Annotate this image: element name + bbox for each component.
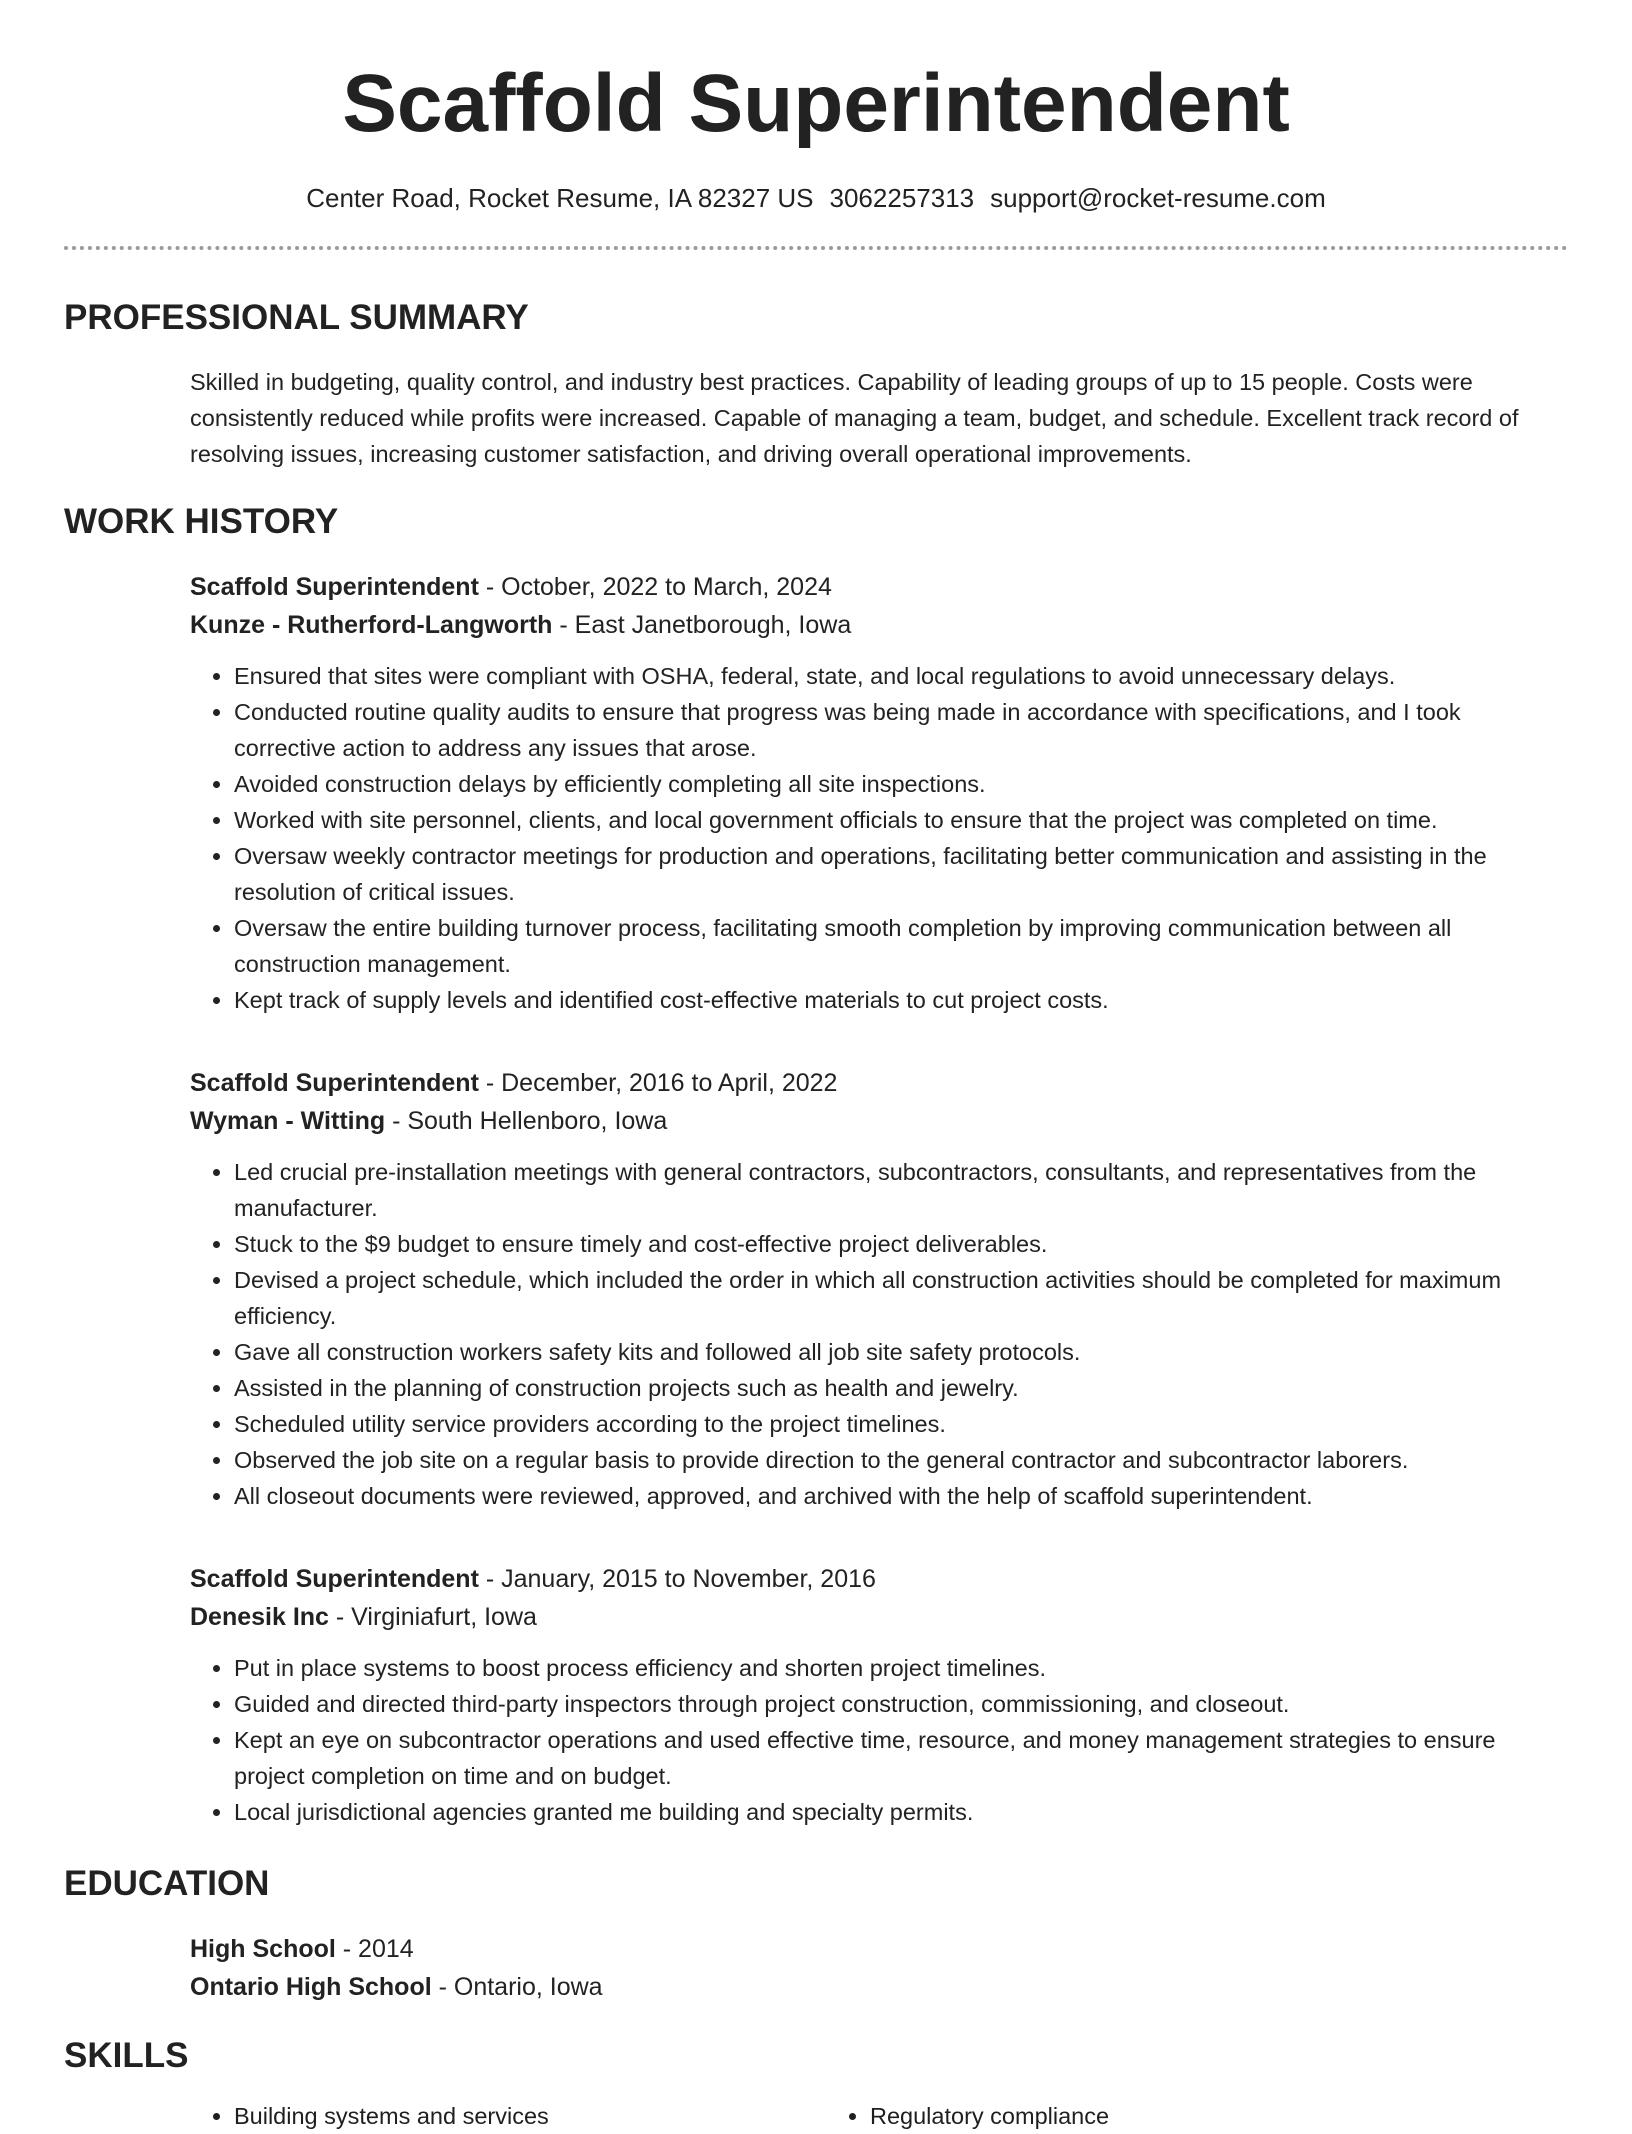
job-dates: - December, 2016 to April, 2022 <box>478 1069 838 1097</box>
job-entry <box>190 1560 1568 1830</box>
header-divider <box>64 246 1568 250</box>
education-degree-line <box>190 1930 1568 1968</box>
job-location: - East Janetborough, Iowa <box>552 611 852 639</box>
job-bullet: • Devised a project schedule, which included the order in which all construction activities should be completed for maximum efficiency. <box>234 1262 1568 1334</box>
job-bullet: • Stuck to the $9 budget to ensure timely and cost-effective project deliverables. <box>234 1226 1568 1262</box>
contact-address: Center Road, Rocket Resume, IA 82327 US <box>306 183 814 213</box>
education-school: Ontario High School <box>190 1973 432 2001</box>
job-location: - Virginiafurt, Iowa <box>328 1603 537 1631</box>
job-bullet: • Kept track of supply levels and identified cost-effective materials to cut project costs. <box>234 982 1568 1018</box>
job-bullet: • All closeout documents were reviewed, approved, and archived with the help of scaffold superintendent. <box>234 1478 1568 1514</box>
contact-phone: 3062257313 <box>829 183 975 213</box>
job-bullet: • Assisted in the planning of construction projects such as health and jewelry. <box>234 1370 1568 1406</box>
job-bullets <box>190 1154 1568 1514</box>
job-bullet: • Local jurisdictional agencies granted me building and specialty permits. <box>234 1794 1568 1830</box>
job-location: - South Hellenboro, Iowa <box>385 1107 668 1135</box>
job-title-line <box>190 1560 1568 1598</box>
contact-email: support@rocket-resume.com <box>990 183 1326 213</box>
education-year: - 2014 <box>335 1935 414 1963</box>
job-company-line <box>190 1102 1568 1140</box>
summary-heading: PROFESSIONAL SUMMARY <box>64 298 529 337</box>
job-bullet: • Put in place systems to boost process efficiency and shorten project timelines. <box>234 1650 1568 1686</box>
job-company: Denesik Inc <box>190 1603 329 1631</box>
job-bullet: • Guided and directed third-party inspectors through project construction, commissioning, and closeout. <box>234 1686 1568 1722</box>
job-company: Wyman - Witting <box>190 1107 386 1135</box>
education-school-line <box>190 1968 1568 2006</box>
job-bullet: • Scheduled utility service providers according to the project timelines. <box>234 1406 1568 1442</box>
job-company: Kunze - Rutherford-Langworth <box>190 611 553 639</box>
job-bullet: • Kept an eye on subcontractor operations and used effective time, resource, and money management strategies to ensure project completion on time and on budget. <box>234 1722 1568 1794</box>
skills-list <box>190 2098 1568 2134</box>
summary-text: Skilled in budgeting, quality control, and industry best practices. Capability of leading groups of up to 15 people. Costs were consistently reduced while profits were increased. Capable of managing a team, budget, and schedule. Excellent track record of resolving issues, increasing customer satisfaction, and driving overall operational improvements. <box>190 369 1519 467</box>
job-bullet: • Oversaw weekly contractor meetings for production and operations, facilitating better communication and assisting in the resolution of critical issues. <box>234 838 1568 910</box>
job-bullet: • Conducted routine quality audits to ensure that progress was being made in accordance with specifications, and I took corrective action to address any issues that arose. <box>234 694 1568 766</box>
job-bullet: • Worked with site personnel, clients, and local government officials to ensure that the project was completed on time. <box>234 802 1568 838</box>
job-bullet: • Ensured that sites were compliant with OSHA, federal, state, and local regulations to avoid unnecessary delays. <box>234 658 1568 694</box>
skill-item: • Building systems and services <box>234 2098 826 2134</box>
education-heading: EDUCATION <box>64 1864 270 1903</box>
job-role: Scaffold Superintendent <box>190 1565 479 1593</box>
resume-name: Scaffold Superintendent <box>342 58 1290 149</box>
job-dates: - January, 2015 to November, 2016 <box>478 1565 876 1593</box>
job-role: Scaffold Superintendent <box>190 573 479 601</box>
job-title-line <box>190 1064 1568 1102</box>
job-bullet: • Avoided construction delays by efficiently completing all site inspections. <box>234 766 1568 802</box>
work-history-heading: WORK HISTORY <box>64 502 339 541</box>
job-bullets <box>190 658 1568 1018</box>
job-bullets <box>190 1650 1568 1830</box>
skills-column-right <box>826 2098 1462 2134</box>
education-degree: High School <box>190 1935 336 1963</box>
job-entry <box>190 1064 1568 1514</box>
skills-heading: SKILLS <box>64 2036 189 2075</box>
skill-item: • Regulatory compliance <box>870 2098 1462 2134</box>
job-company-line <box>190 1598 1568 1636</box>
job-entry <box>190 568 1568 1018</box>
job-bullet: • Observed the job site on a regular basis to provide direction to the general contractor and subcontractor laborers. <box>234 1442 1568 1478</box>
job-title-line <box>190 568 1568 606</box>
contact-line <box>64 183 1568 214</box>
education-entry <box>190 1930 1568 2006</box>
job-bullet: • Gave all construction workers safety kits and followed all job site safety protocols. <box>234 1334 1568 1370</box>
job-bullet: • Oversaw the entire building turnover process, facilitating smooth completion by improving communication between all construction management. <box>234 910 1568 982</box>
education-location: - Ontario, Iowa <box>431 1973 603 2001</box>
job-role: Scaffold Superintendent <box>190 1069 479 1097</box>
job-company-line <box>190 606 1568 644</box>
job-bullet: • Led crucial pre-installation meetings with general contractors, subcontractors, consultants, and representatives from the manufacturer. <box>234 1154 1568 1226</box>
job-dates: - October, 2022 to March, 2024 <box>478 573 832 601</box>
skills-column-left <box>190 2098 826 2134</box>
